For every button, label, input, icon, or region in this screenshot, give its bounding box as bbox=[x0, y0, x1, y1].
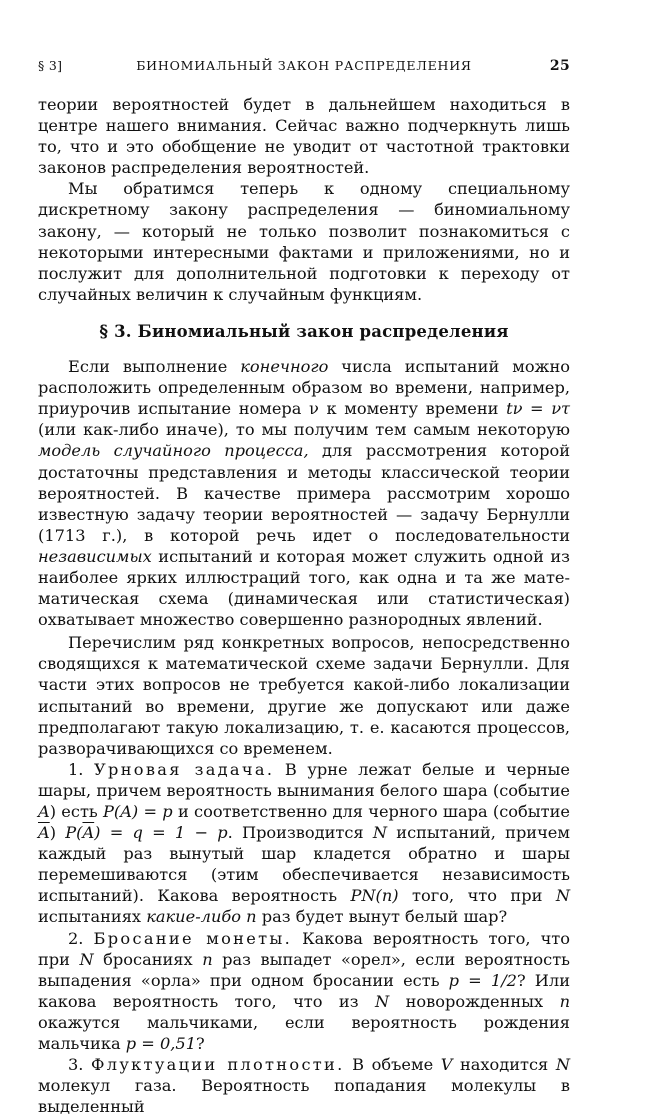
item-2-title: Бросание монеты. bbox=[93, 928, 293, 948]
section-heading: § 3. Биномиальный закон распределения bbox=[99, 321, 509, 341]
formula-pn: PN(n) bbox=[350, 886, 399, 906]
item-3-title: Флуктуации плотности. bbox=[91, 1055, 345, 1075]
item-1-urn-problem: 1. Урновая задача. В урне лежат белые и черные шары, причем вероятность вынимания белого шара (событие A) есть P(A) = p и соответственно для черного шара (событие $\overline{A}$) $P(\overline{A}) = q = 1 - p$. Производится N испытаний, причем каждый раз вынутый шар кладется обратно и шары перемешиваются (этим обеспечивается независимость испытаний). Какова вероятность PN(n) того, что при N испытаниях какие-либо n раз будет вынут белый шар? bbox=[38, 759, 570, 927]
header-section-ref: § 3] bbox=[38, 58, 63, 73]
item-3-density-fluctuations: 3. Флуктуации плотности. В объеме V находится N молекул газа. Вероятность попадания молекулы в выделенный bbox=[38, 1055, 570, 1117]
page-body bbox=[38, 94, 570, 1117]
emphasis-finite: конечного bbox=[240, 357, 329, 377]
emphasis-model: модель случайного процесса, bbox=[38, 441, 309, 461]
paragraph-2: Мы обратимся теперь к одному специальному дискретному закону распределения — биномиальному закону, — который не только позволит познакомиться с некоторыми интересными фактами и приложениями, но и послужит для дополнительной подготовки к переходу от случайных величин к случайным функциям. bbox=[38, 179, 570, 304]
running-header bbox=[38, 58, 570, 76]
item-2-coin-toss: 2. Бросание монеты. Какова вероятность того, что при N бросаниях n раз выпадет «орел», если вероятность выпадения «орла» при одном бросании есть p = 1/2? Или какова вероятность того, что из N новорожденных n окажутся мальчиками, если вероятность рождения мальчика p = 0,51? bbox=[38, 928, 571, 1054]
item-1-title: Урновая задача. bbox=[94, 759, 275, 779]
emphasis-independent: независимых bbox=[38, 546, 152, 566]
paragraph-1: теории вероятностей будет в дальнейшем находиться в центре нашего внимания. Сейчас важно подчеркнуть лишь то, что и это обобщение не уводит от частотной трактовки законов распределения вероятностей. bbox=[38, 95, 570, 178]
formula-time: tν = ντ bbox=[506, 399, 571, 419]
formula-p-a: P(A) = p bbox=[102, 802, 173, 821]
paragraph-3: Если выполнение конечного числа испытаний можно расположить определенным образом во времени, например, приурочив испытание номера ν к моменту времени tν = ντ (или как-либо иначе), то мы получим тем самым некоторую модель случайного процесса, для рассмотрения которой достаточны представления и методы классической теории вероятностей. В качестве примера рассмотрим хорошо известную задачу теории вероятностей — задачу Бернулли (1713 г.), в которой речь идет о последовательности независимых испытаний и которая может служить одной из наиболее ярких иллюстраций того, как одна и та же математическая схема (динамическая или статистическая) охватывает множество совершенно разнородных явлений. bbox=[38, 357, 571, 630]
page-number: 25 bbox=[549, 58, 570, 74]
header-title: БИНОМИАЛЬНЫЙ ЗАКОН РАСПРЕДЕЛЕНИЯ bbox=[136, 58, 472, 73]
paragraph-4: Перечислим ряд конкретных вопросов, непосредственно сводящихся к математической схеме задачи Бернулли. Для части этих вопросов не требуется какой-либо локализации испытаний во времени, другие же допускают или даже предполагают такую локализацию, т. е. касаются процессов, разворачивающихся со временем. bbox=[38, 633, 570, 758]
